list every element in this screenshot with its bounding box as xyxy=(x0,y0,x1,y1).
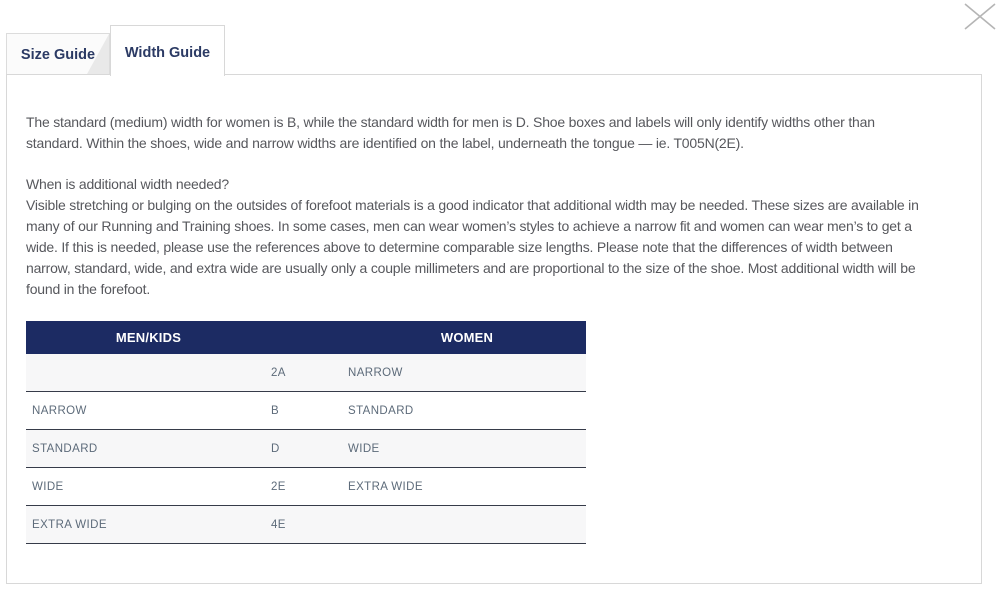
question-line: When is additional width needed? xyxy=(26,176,229,192)
tab-size-guide-label: Size Guide xyxy=(20,47,96,63)
width-code: 4E xyxy=(271,518,286,531)
width-code: 2E xyxy=(271,480,286,493)
table-header-row xyxy=(26,321,586,354)
men-width-label: EXTRA WIDE xyxy=(32,518,107,531)
table-row xyxy=(26,468,586,506)
header-men-kids: MEN/KIDS xyxy=(115,330,182,345)
width-code: 2A xyxy=(271,366,286,379)
tab-size-guide[interactable] xyxy=(6,33,110,74)
women-width-label: STANDARD xyxy=(348,404,414,417)
close-icon xyxy=(962,2,998,32)
width-table xyxy=(26,321,586,544)
intro-paragraph: The standard (medium) width for women is B, while the standard width for men is D. Shoe boxes and labels will only identify widths other than standard. Within the shoes, wide and narrow widths are identified on the label, underneath the tongue — ie. T005N(2E). xyxy=(26,114,875,151)
close-button[interactable] xyxy=(962,2,998,32)
women-width-label: EXTRA WIDE xyxy=(348,480,423,493)
men-width-label: NARROW xyxy=(32,404,87,417)
men-width-label: STANDARD xyxy=(32,442,98,455)
explanation-paragraph: Visible stretching or bulging on the outsides of forefoot materials is a good indicator that additional width may be needed. These sizes are available in many of our Running and Training shoes. In some cases, men can wear women’s styles to achieve a narrow fit and women can wear men’s to get a wide. If this is needed, please use the references above to determine comparable size lengths. Please note that the differences of width between narrow, standard, wide, and extra wide are usually only a couple millimeters and are proportional to the size of the shoe. Most additional width will be found in the forefoot. xyxy=(26,197,919,297)
women-width-label: NARROW xyxy=(348,366,403,379)
tab-width-guide-label: Width Guide xyxy=(124,45,211,61)
women-width-label: WIDE xyxy=(348,442,380,455)
header-women: WOMEN xyxy=(440,330,494,345)
tab-width-guide[interactable] xyxy=(110,25,225,76)
men-width-label: WIDE xyxy=(32,480,64,493)
table-row xyxy=(26,506,586,544)
width-code: D xyxy=(271,442,280,455)
table-row xyxy=(26,430,586,468)
width-code: B xyxy=(271,404,280,417)
table-row xyxy=(26,392,586,430)
width-guide-panel xyxy=(6,74,982,584)
table-row xyxy=(26,354,586,392)
